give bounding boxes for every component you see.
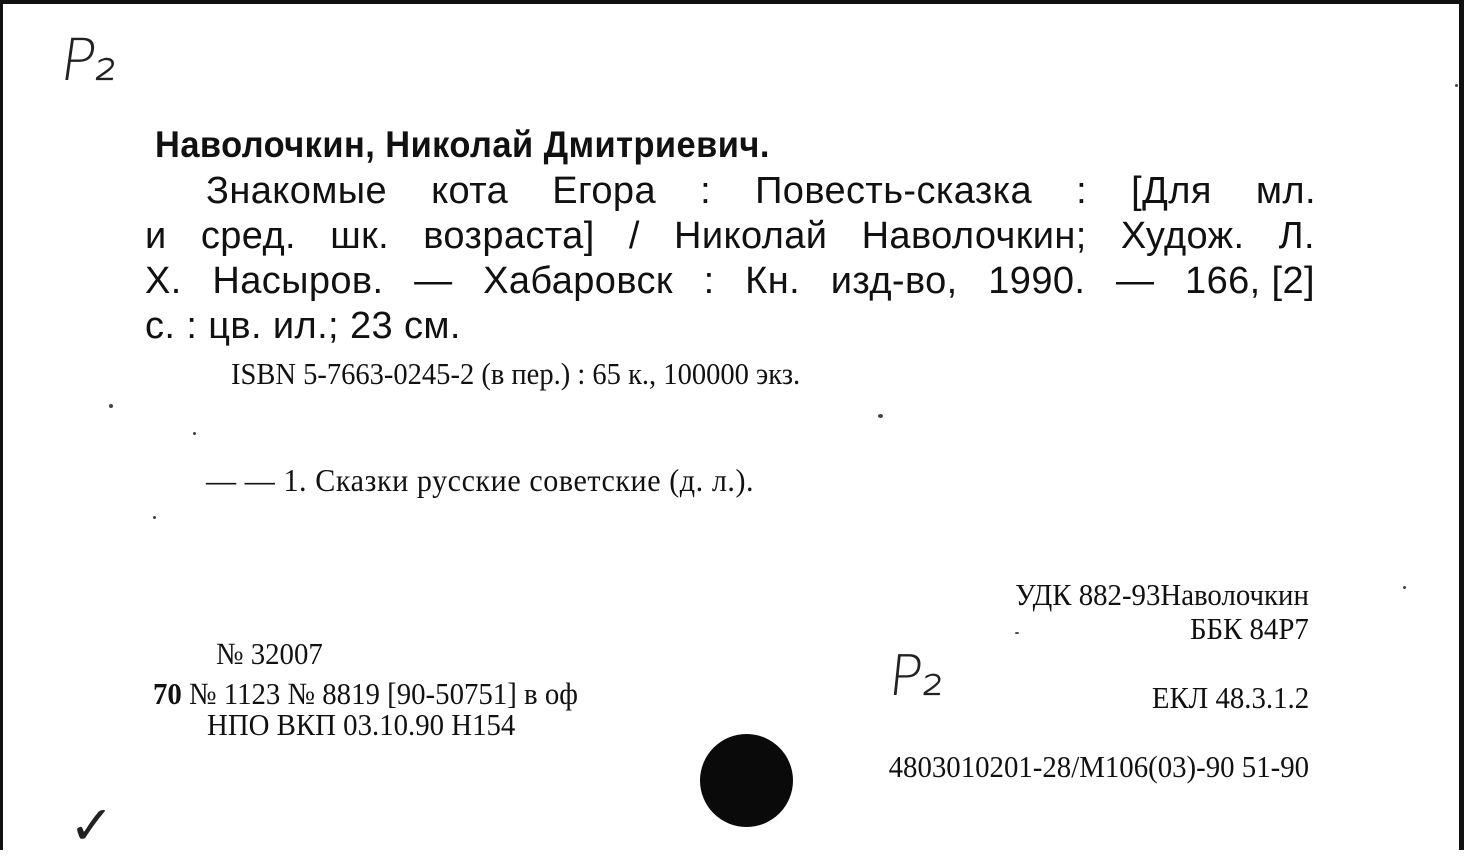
desc-word: Повесть-сказка [755,170,1033,212]
desc-word: / [628,215,640,257]
desc-word: 166, [2] [1185,260,1315,302]
print-speck [1455,84,1458,87]
print-speck [109,404,113,408]
handwritten-mark-middle: Р₂ [885,644,949,709]
card-number: № 32007 [216,636,323,671]
desc-word: мл. [1255,170,1316,212]
desc-word: — [414,260,453,302]
desc-word: 1990. [988,260,1086,302]
print-speck [1015,632,1019,634]
desc-word: изд-во, [830,260,958,302]
print-speck [1403,586,1406,589]
isbn-line: ISBN 5-7663-0245-2 (в пер.) : 65 к., 100000 экз. [231,356,801,391]
desc-word: Наволочкин; [861,215,1087,257]
desc-word: Л. [1278,215,1315,257]
order-prefix: 70 [153,676,182,711]
desc-word: Николай [674,215,828,257]
classification-code: 4803010201-28/М106(03)-90 51-90 [888,749,1309,784]
npo-line: НПО ВКП 03.10.90 Н154 [207,707,516,742]
print-speck [193,432,196,435]
print-speck [153,516,156,519]
desc-word: кота [431,170,509,212]
desc-word: Знакомые [206,170,388,212]
udk-code: УДК 882-93Наволочкин [1015,577,1309,612]
desc-word: Х. [145,260,182,302]
desc-word: [Для [1131,170,1212,212]
desc-word: : [1076,170,1088,212]
punch-hole [700,734,793,827]
desc-word: : [703,260,715,302]
desc-word: Егора [552,170,656,212]
bbk-code: ББК 84Р7 [1190,611,1309,646]
desc-word: возраста] [423,215,595,257]
desc-word: — [1115,260,1155,302]
desc-word: шк. [330,215,390,257]
check-mark-icon: ✓ [69,794,115,857]
order-details: № 1123 № 8819 [90-50751] в оф [189,676,578,711]
print-speck [878,414,883,418]
ekl-code: ЕКЛ 48.3.1.2 [1151,680,1309,715]
handwritten-mark-top: Р₂ [56,26,125,94]
subject-heading: — — 1. Сказки русские советские (д. л.). [206,462,755,498]
description-line-3 [145,260,1315,303]
description-line-4: с. : цв. ил.; 23 см. [145,305,461,347]
description-line-1 [206,170,1316,213]
desc-word: Насыров. [212,260,384,302]
desc-word: Кн. [745,260,801,302]
desc-word: Худож. [1120,215,1245,257]
author-heading: Наволочкин, Николай Дмитриевич. [155,124,770,165]
desc-word: Хабаровск [483,260,673,302]
desc-word: и [145,215,167,257]
desc-word: сред. [200,215,296,257]
desc-word: : [700,170,712,212]
description-line-2 [145,215,1315,258]
